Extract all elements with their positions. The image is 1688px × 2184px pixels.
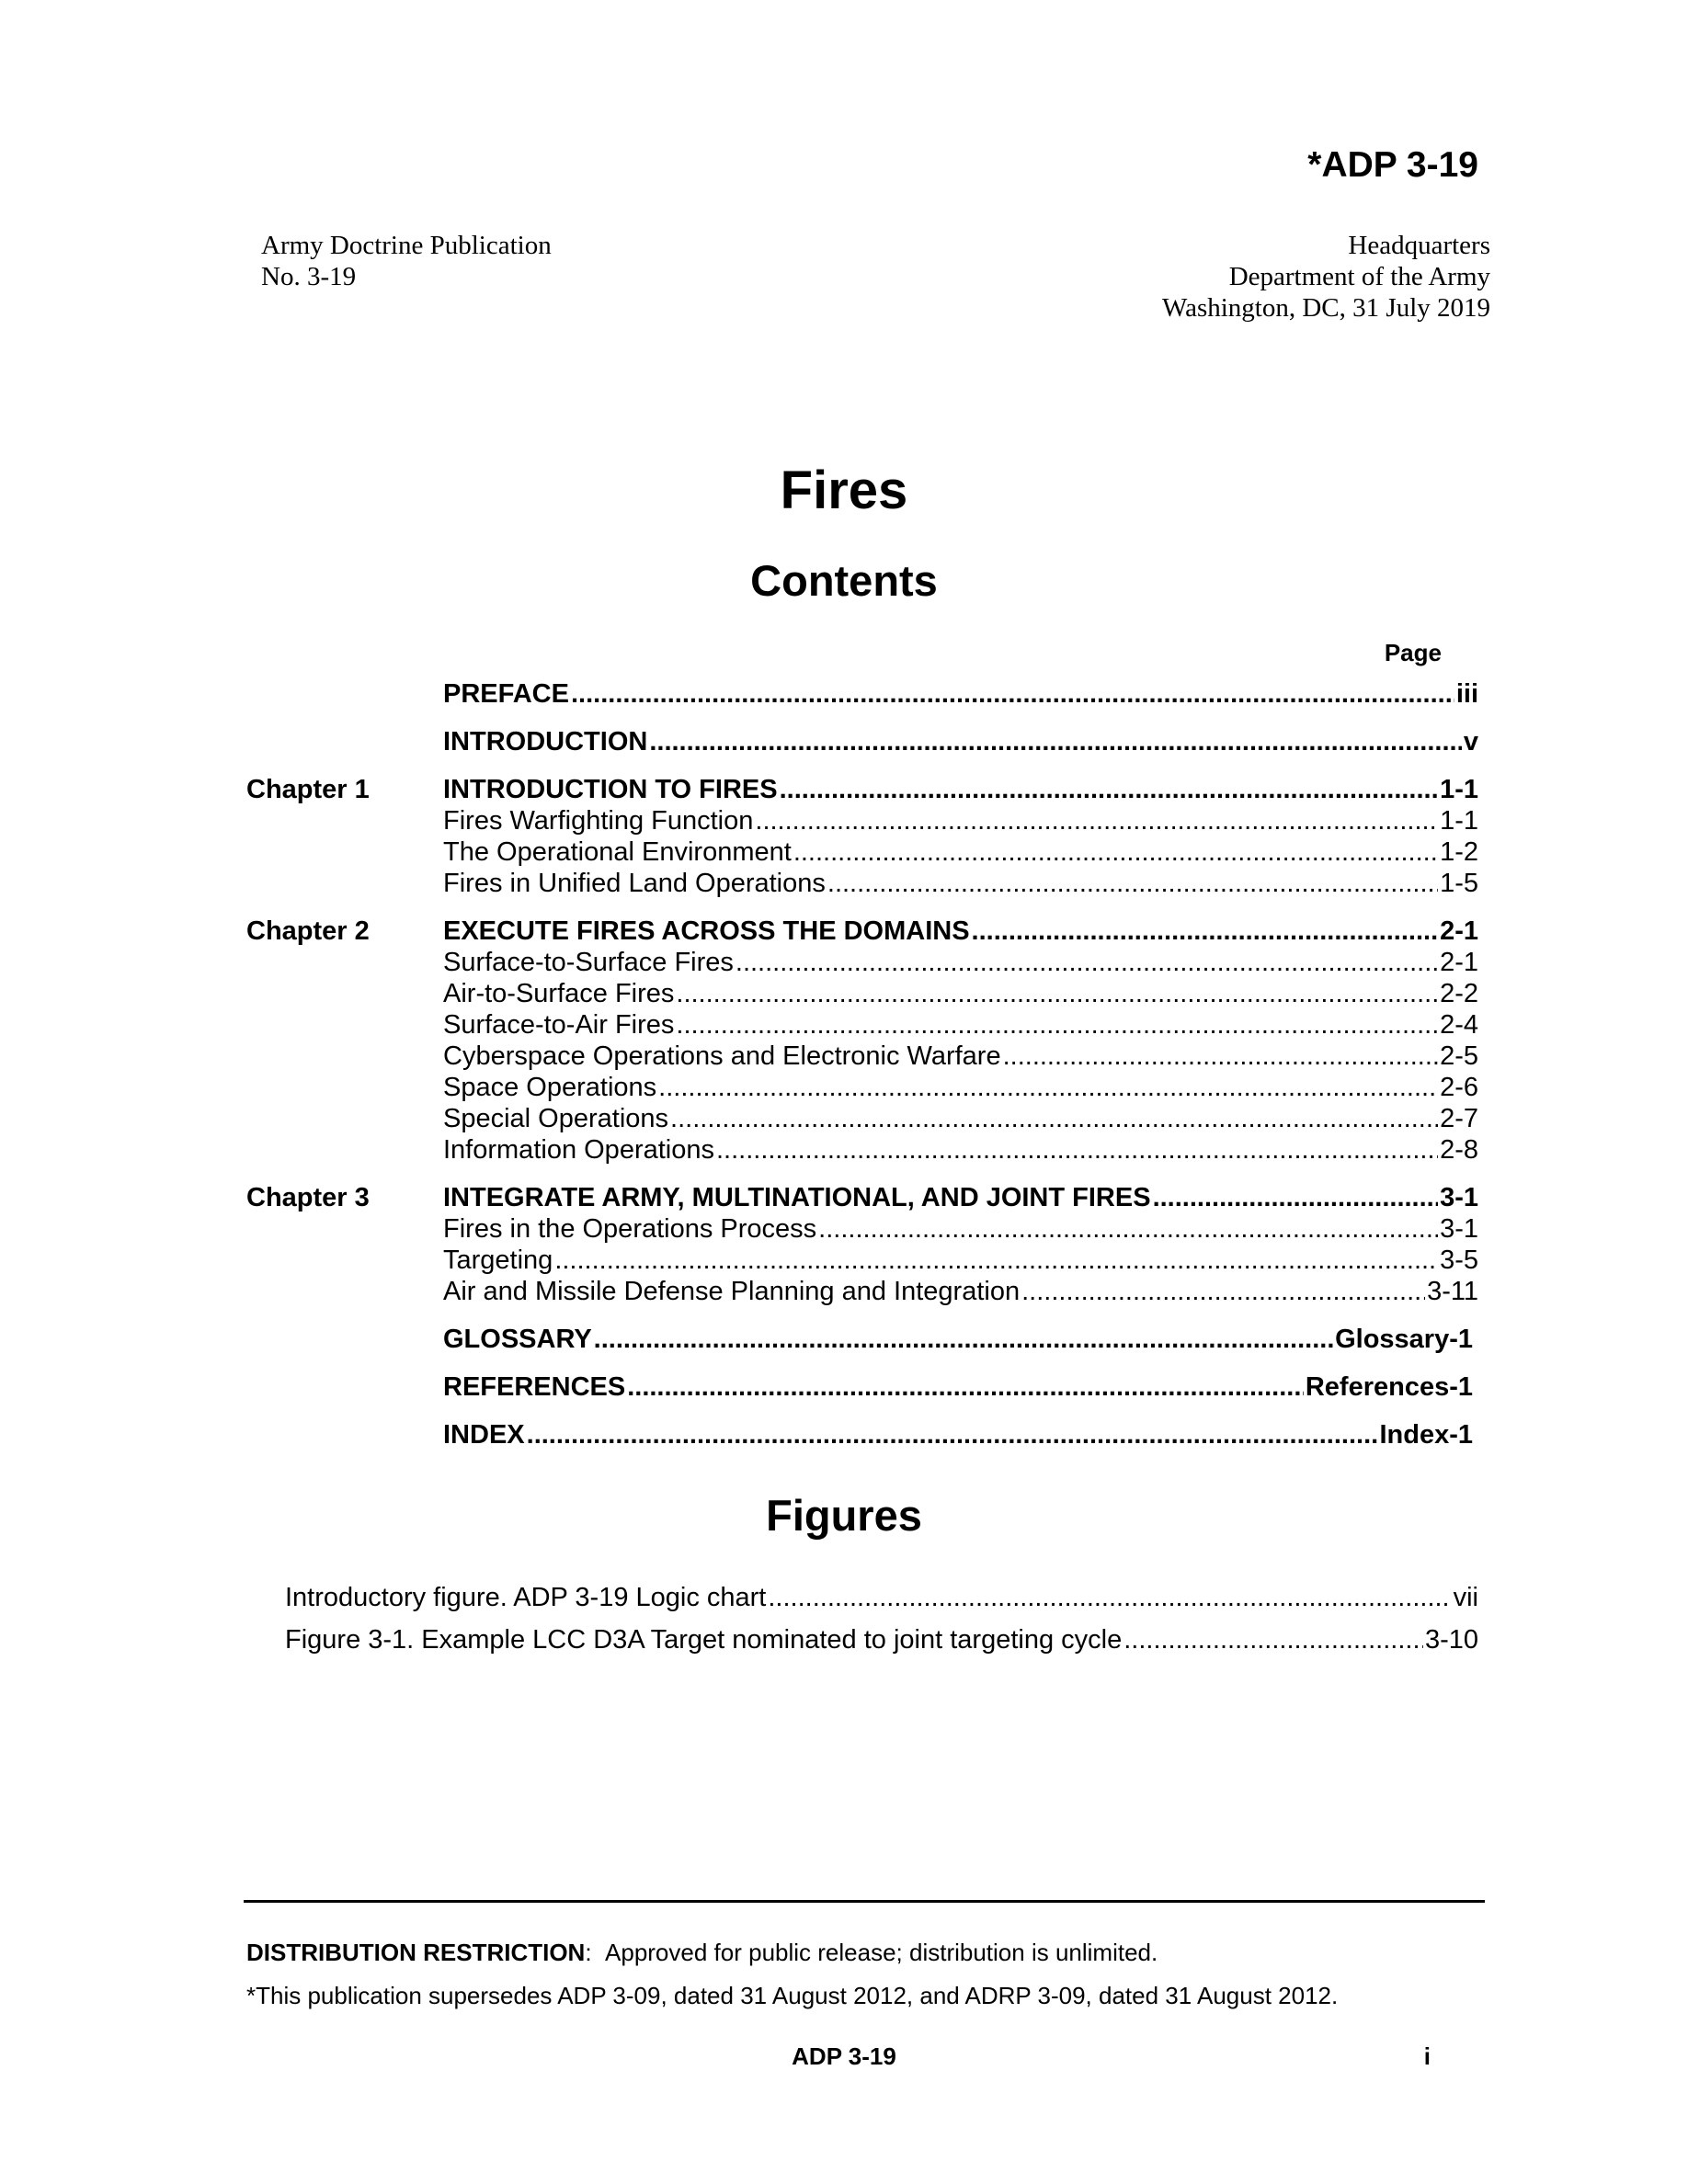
toc-entry-page: 1-2 [1440,837,1478,867]
toc-entry-references[interactable] [443,1371,1473,1403]
toc-section-entry[interactable] [443,836,1478,868]
toc-entry-label: EXECUTE FIRES ACROSS THE DOMAINS [443,916,970,946]
toc-entry-label: INTRODUCTION [443,727,648,756]
toc-entry-page: 3-11 [1427,1277,1478,1306]
dot-leader [1123,1624,1423,1655]
toc-entry-page: References-1 [1305,1372,1473,1402]
toc-entry-page: 2-6 [1440,1073,1478,1102]
toc-entry-label: REFERENCES [443,1372,626,1402]
toc-chapter-entry[interactable] [443,774,1478,805]
figure-entry-label: Figure 3-1. Example LCC D3A Target nominated to joint targeting cycle [285,1625,1123,1655]
toc-section-entry[interactable] [443,1276,1478,1307]
toc-entry-page: 2-7 [1440,1104,1478,1133]
toc-entry-page: 2-5 [1440,1041,1478,1071]
footer-page-number: i [1423,2042,1431,2070]
toc-entry-label: Surface-to-Air Fires [443,1010,675,1040]
toc-section-entry[interactable] [443,1213,1478,1245]
dot-leader [676,978,1438,1009]
toc-entry-page: 2-8 [1440,1135,1478,1165]
dot-leader [818,1213,1438,1245]
figures-heading: Figures [766,1491,922,1540]
distribution-restriction [246,1938,1158,1967]
dot-leader [554,1245,1438,1276]
dot-leader [793,836,1438,868]
figure-entry[interactable] [285,1582,1478,1613]
dot-leader [527,1419,1378,1450]
footer-document-number: ADP 3-19 [792,2042,896,2070]
toc-entry-label: INDEX [443,1420,525,1450]
toc-entry-page: 1-1 [1440,775,1478,804]
toc-entry-label: Targeting [443,1246,553,1275]
toc-entry-page: 2-2 [1440,979,1478,1008]
toc-section-entry[interactable] [443,1245,1478,1276]
dot-leader [676,1009,1438,1041]
figure-entry-label: Introductory figure. ADP 3-19 Logic chart [285,1583,767,1612]
toc-section-entry[interactable] [443,868,1478,899]
toc-entry-page: 2-1 [1440,948,1478,977]
toc-entry-page: 1-1 [1440,806,1478,836]
distribution-label: DISTRIBUTION RESTRICTION [246,1939,586,1966]
dot-leader [658,1072,1438,1103]
toc-entry-label: The Operational Environment [443,837,792,867]
toc-entry-label: Air and Missile Defense Planning and Integration [443,1277,1021,1306]
dot-leader [755,805,1438,836]
toc-section-entry[interactable] [443,1041,1478,1072]
publication-block [261,230,552,292]
location-date-line: Washington, DC, 31 July 2019 [1162,293,1490,323]
toc-entry-page: 3-5 [1440,1246,1478,1275]
dot-leader [1003,1041,1438,1072]
dot-leader [827,868,1438,899]
dot-leader [716,1134,1438,1166]
toc-entry-page: 1-5 [1440,869,1478,898]
page-column-label: Page [1384,639,1442,666]
toc-entry-label: GLOSSARY [443,1325,592,1354]
toc-entry-introduction[interactable] [443,726,1478,757]
dot-leader [780,774,1439,805]
toc-entry-page: 3-1 [1440,1183,1478,1212]
toc-chapter-entry[interactable] [443,916,1478,947]
headquarters-block [1162,230,1490,324]
dot-leader [594,1324,1333,1355]
figure-entry[interactable] [285,1624,1478,1655]
dot-leader [1021,1276,1425,1307]
chapter-label: Chapter 2 [246,916,370,946]
toc-entry-label: Air-to-Surface Fires [443,979,675,1008]
toc-entry-label: Fires Warfighting Function [443,806,754,836]
toc-entry-label: PREFACE [443,679,569,709]
toc-entry-label: Information Operations [443,1135,714,1165]
toc-entry-label: Special Operations [443,1104,669,1133]
toc-section-entry[interactable] [443,1072,1478,1103]
toc-section-entry[interactable] [443,947,1478,978]
figure-entry-page: vii [1453,1583,1478,1612]
contents-heading: Contents [750,556,938,605]
toc-chapter-entry[interactable] [443,1182,1478,1213]
toc-entry-page: 2-4 [1440,1010,1478,1040]
toc-entry-label: Space Operations [443,1073,657,1102]
distribution-text: Approved for public release; distribution is unlimited. [605,1939,1158,1966]
chapter-label: Chapter 1 [246,775,370,804]
toc-section-entry[interactable] [443,1134,1478,1166]
toc-entry-label: INTEGRATE ARMY, MULTINATIONAL, AND JOINT FIRES [443,1183,1151,1212]
toc-entry-label: INTRODUCTION TO FIRES [443,775,778,804]
dot-leader [649,726,1462,757]
toc-entry-glossary[interactable] [443,1324,1473,1355]
department-line: Department of the Army [1228,262,1490,291]
toc-entry-preface[interactable] [443,678,1478,710]
headquarters-line: Headquarters [1348,231,1490,260]
dot-leader [736,947,1438,978]
dot-leader [571,678,1454,710]
dot-leader [768,1582,1451,1613]
toc-section-entry[interactable] [443,1009,1478,1041]
dot-leader [1153,1182,1439,1213]
toc-entry-page: iii [1455,679,1478,709]
publication-number: No. 3-19 [261,262,357,291]
supersedes-note: *This publication supersedes ADP 3-09, dated 31 August 2012, and ADRP 3-09, dated 31 August 2012. [246,1982,1339,2009]
dot-leader [627,1371,1304,1403]
distribution-colon: : [585,1939,606,1966]
toc-entry-index[interactable] [443,1419,1473,1450]
toc-entry-page: Index-1 [1379,1420,1473,1450]
toc-section-entry[interactable] [443,805,1478,836]
toc-section-entry[interactable] [443,978,1478,1009]
horizontal-rule [244,1900,1485,1903]
page-title: Fires [780,461,908,520]
toc-entry-page: v [1463,727,1478,756]
figure-entry-page: 3-10 [1424,1625,1478,1655]
publication-type: Army Doctrine Publication [261,231,552,260]
chapter-label: Chapter 3 [246,1183,370,1212]
toc-entry-page: 2-1 [1440,916,1478,946]
toc-entry-label: Cyberspace Operations and Electronic Warfare [443,1041,1001,1071]
dot-leader [972,916,1439,947]
toc-entry-label: Fires in the Operations Process [443,1214,817,1244]
toc-section-entry[interactable] [443,1103,1478,1134]
document-number: *ADP 3-19 [1307,145,1478,185]
toc-entry-label: Fires in Unified Land Operations [443,869,826,898]
toc-entry-label: Surface-to-Surface Fires [443,948,734,977]
toc-entry-page: Glossary-1 [1335,1325,1473,1354]
toc-entry-page: 3-1 [1440,1214,1478,1244]
dot-leader [670,1103,1438,1134]
